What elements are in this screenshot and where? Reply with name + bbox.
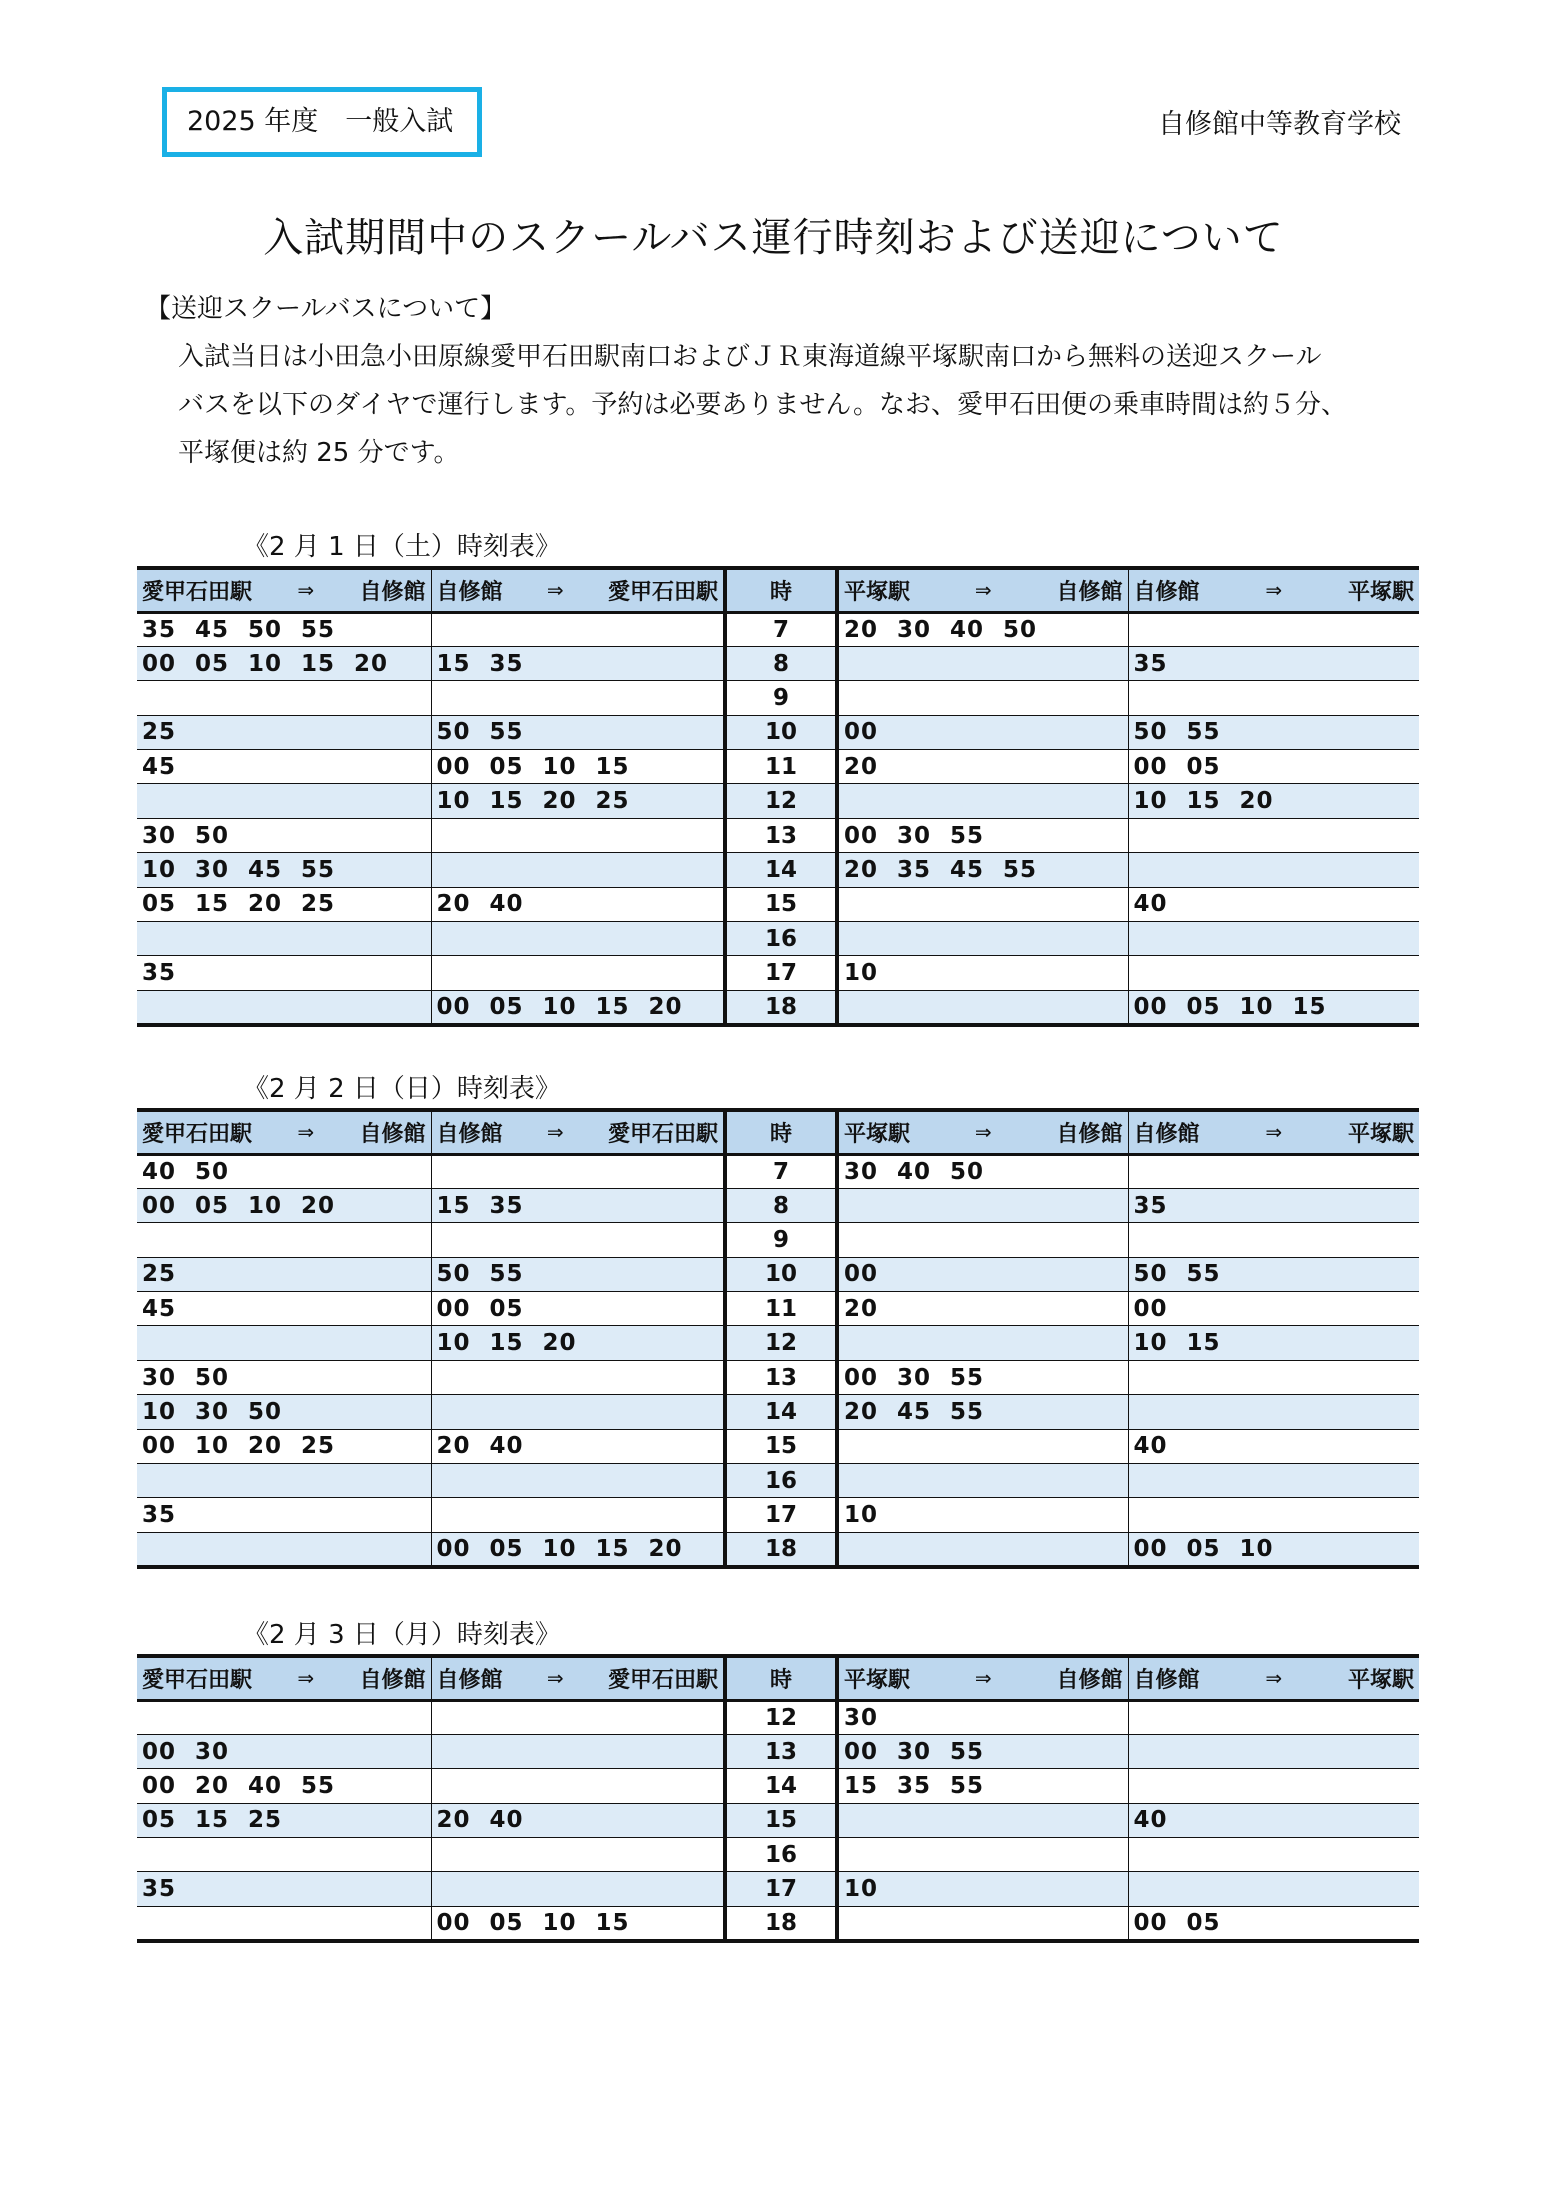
table-row bbox=[137, 750, 1419, 784]
table-row bbox=[137, 1464, 1419, 1498]
arrow-icon: ⇒ bbox=[1265, 1666, 1283, 1691]
minutes-cell: 10 15 20 25 bbox=[431, 784, 725, 818]
minutes-cell bbox=[137, 784, 431, 818]
minutes-cell bbox=[1128, 818, 1419, 852]
column-header-to: 愛甲石田駅 bbox=[607, 1121, 718, 1147]
minutes-cell bbox=[1128, 922, 1419, 956]
column-header-hour: 時 bbox=[725, 1656, 837, 1700]
table-row bbox=[137, 1429, 1419, 1463]
column-header-from: 愛甲石田駅 bbox=[142, 579, 253, 605]
minutes-cell bbox=[837, 1188, 1128, 1222]
column-header-content bbox=[142, 1117, 426, 1148]
column-header-from: 自修館 bbox=[1133, 1121, 1200, 1147]
minutes-cell: 20 35 45 55 bbox=[837, 853, 1128, 887]
column-header-content bbox=[1134, 1663, 1415, 1694]
minutes-cell: 20 45 55 bbox=[837, 1395, 1128, 1429]
column-header-content bbox=[844, 575, 1123, 606]
hour-cell: 14 bbox=[725, 853, 837, 887]
minutes-cell: 15 35 55 bbox=[837, 1769, 1128, 1803]
timetable-header bbox=[137, 568, 1419, 612]
minutes-cell bbox=[837, 1326, 1128, 1360]
minutes-cell: 00 05 10 15 20 bbox=[431, 990, 725, 1024]
minutes-cell bbox=[431, 1360, 725, 1394]
minutes-cell: 30 40 50 bbox=[837, 1154, 1128, 1188]
minutes-cell bbox=[431, 681, 725, 715]
minutes-cell bbox=[137, 922, 431, 956]
minutes-cell bbox=[837, 1464, 1128, 1498]
arrow-icon: ⇒ bbox=[974, 1120, 992, 1145]
minutes-cell: 00 05 bbox=[431, 1292, 725, 1326]
column-header-to: 自修館 bbox=[359, 1667, 426, 1693]
hour-cell: 8 bbox=[725, 646, 837, 680]
column-header-jishukan-to-aikou bbox=[431, 1656, 725, 1700]
hour-cell: 9 bbox=[725, 681, 837, 715]
minutes-cell: 25 bbox=[137, 715, 431, 749]
column-header-to: 自修館 bbox=[1056, 579, 1123, 605]
table-row bbox=[137, 1154, 1419, 1188]
table-row bbox=[137, 1257, 1419, 1291]
table-row bbox=[137, 1700, 1419, 1734]
minutes-cell bbox=[1128, 1734, 1419, 1768]
timetable-caption-feb1: 《2 月 1 日（土）時刻表》 bbox=[243, 532, 561, 562]
hour-cell: 14 bbox=[725, 1395, 837, 1429]
minutes-cell bbox=[431, 1223, 725, 1257]
minutes-cell: 10 15 20 bbox=[431, 1326, 725, 1360]
column-header-content bbox=[1134, 575, 1415, 606]
column-header-content bbox=[844, 1117, 1123, 1148]
minutes-cell bbox=[1128, 1700, 1419, 1734]
column-header-to: 愛甲石田駅 bbox=[607, 579, 718, 605]
column-header-from: 平塚駅 bbox=[844, 1667, 911, 1693]
hour-cell: 7 bbox=[725, 1154, 837, 1188]
minutes-cell bbox=[837, 922, 1128, 956]
minutes-cell: 20 30 40 50 bbox=[837, 612, 1128, 646]
minutes-cell bbox=[431, 1734, 725, 1768]
column-header-from: 平塚駅 bbox=[844, 1121, 911, 1147]
minutes-cell: 35 45 50 55 bbox=[137, 612, 431, 646]
minutes-cell bbox=[431, 1872, 725, 1906]
minutes-cell bbox=[837, 1803, 1128, 1837]
table-row bbox=[137, 1498, 1419, 1532]
minutes-cell: 00 bbox=[1128, 1292, 1419, 1326]
column-header-to: 平塚駅 bbox=[1347, 579, 1414, 605]
column-header-content bbox=[844, 1663, 1123, 1694]
timetable-caption-feb3: 《2 月 3 日（月）時刻表》 bbox=[243, 1620, 561, 1650]
minutes-cell: 10 bbox=[837, 1498, 1128, 1532]
minutes-cell bbox=[837, 887, 1128, 921]
column-header-content bbox=[142, 1663, 426, 1694]
hour-cell: 9 bbox=[725, 1223, 837, 1257]
minutes-cell: 35 bbox=[137, 956, 431, 990]
table-row bbox=[137, 1292, 1419, 1326]
minutes-cell: 00 05 10 bbox=[1128, 1532, 1419, 1566]
minutes-cell: 10 30 45 55 bbox=[137, 853, 431, 887]
column-header-hiratsuka-to-jishukan bbox=[837, 1656, 1128, 1700]
minutes-cell: 00 05 10 15 bbox=[431, 750, 725, 784]
table-row bbox=[137, 990, 1419, 1024]
minutes-cell: 35 bbox=[1128, 1188, 1419, 1222]
column-header-from: 愛甲石田駅 bbox=[142, 1121, 253, 1147]
minutes-cell: 00 05 10 15 20 bbox=[431, 1532, 725, 1566]
minutes-cell: 35 bbox=[137, 1498, 431, 1532]
minutes-cell bbox=[137, 1223, 431, 1257]
minutes-cell bbox=[1128, 1838, 1419, 1872]
timetable-feb3 bbox=[137, 1654, 1419, 1943]
table-row bbox=[137, 1734, 1419, 1768]
minutes-cell: 10 30 50 bbox=[137, 1395, 431, 1429]
timetable-caption-feb2: 《2 月 2 日（日）時刻表》 bbox=[243, 1074, 561, 1104]
minutes-cell: 35 bbox=[1128, 646, 1419, 680]
minutes-cell bbox=[137, 1838, 431, 1872]
table-row bbox=[137, 715, 1419, 749]
minutes-cell: 00 05 10 15 bbox=[431, 1906, 725, 1940]
table-row bbox=[137, 1360, 1419, 1394]
minutes-cell bbox=[1128, 681, 1419, 715]
minutes-cell: 00 10 20 25 bbox=[137, 1429, 431, 1463]
minutes-cell: 30 bbox=[837, 1700, 1128, 1734]
minutes-cell: 00 30 55 bbox=[837, 1734, 1128, 1768]
timetable-feb1 bbox=[137, 566, 1419, 1027]
hour-cell: 11 bbox=[725, 750, 837, 784]
column-header-to: 自修館 bbox=[1056, 1667, 1123, 1693]
minutes-cell: 50 55 bbox=[1128, 715, 1419, 749]
paragraph-line: 平塚便は約 25 分です。 bbox=[178, 438, 460, 468]
table-row bbox=[137, 853, 1419, 887]
minutes-cell: 35 bbox=[137, 1872, 431, 1906]
column-header-jishukan-to-aikou bbox=[431, 1110, 725, 1154]
arrow-icon: ⇒ bbox=[546, 578, 564, 603]
minutes-cell bbox=[431, 853, 725, 887]
hour-cell: 15 bbox=[725, 887, 837, 921]
arrow-icon: ⇒ bbox=[546, 1120, 564, 1145]
minutes-cell bbox=[837, 784, 1128, 818]
minutes-cell: 00 05 10 20 bbox=[137, 1188, 431, 1222]
table-row bbox=[137, 646, 1419, 680]
minutes-cell: 20 40 bbox=[431, 887, 725, 921]
column-header-from: 愛甲石田駅 bbox=[142, 1667, 253, 1693]
minutes-cell: 00 bbox=[837, 715, 1128, 749]
hour-cell: 17 bbox=[725, 956, 837, 990]
minutes-cell: 00 05 10 15 20 bbox=[137, 646, 431, 680]
hour-cell: 10 bbox=[725, 715, 837, 749]
table-row bbox=[137, 1769, 1419, 1803]
minutes-cell bbox=[1128, 1464, 1419, 1498]
hour-cell: 15 bbox=[725, 1429, 837, 1463]
hour-cell: 16 bbox=[725, 922, 837, 956]
column-header-hour: 時 bbox=[725, 568, 837, 612]
minutes-cell: 00 20 40 55 bbox=[137, 1769, 431, 1803]
minutes-cell bbox=[837, 1532, 1128, 1566]
table-row bbox=[137, 1838, 1419, 1872]
column-header-from: 自修館 bbox=[1133, 1667, 1200, 1693]
minutes-cell bbox=[431, 1769, 725, 1803]
timetable-header bbox=[137, 1656, 1419, 1700]
table-row bbox=[137, 1532, 1419, 1566]
minutes-cell bbox=[1128, 1395, 1419, 1429]
column-header-from: 平塚駅 bbox=[844, 579, 911, 605]
table-row bbox=[137, 1188, 1419, 1222]
minutes-cell bbox=[431, 1498, 725, 1532]
hour-cell: 10 bbox=[725, 1257, 837, 1291]
minutes-cell: 05 15 25 bbox=[137, 1803, 431, 1837]
arrow-icon: ⇒ bbox=[297, 1666, 315, 1691]
column-header-from: 自修館 bbox=[1133, 579, 1200, 605]
column-header-aikou-to-jishukan bbox=[137, 1656, 431, 1700]
minutes-cell: 45 bbox=[137, 1292, 431, 1326]
minutes-cell: 15 35 bbox=[431, 1188, 725, 1222]
minutes-cell bbox=[137, 1906, 431, 1940]
minutes-cell: 40 bbox=[1128, 887, 1419, 921]
timetable-feb2 bbox=[137, 1108, 1419, 1569]
minutes-cell: 20 40 bbox=[431, 1803, 725, 1837]
minutes-cell bbox=[1128, 956, 1419, 990]
minutes-cell bbox=[137, 1700, 431, 1734]
minutes-cell bbox=[837, 1838, 1128, 1872]
hour-cell: 12 bbox=[725, 1700, 837, 1734]
minutes-cell bbox=[431, 612, 725, 646]
minutes-cell bbox=[137, 1326, 431, 1360]
hour-cell: 16 bbox=[725, 1464, 837, 1498]
table-row bbox=[137, 1872, 1419, 1906]
table-row bbox=[137, 1223, 1419, 1257]
minutes-cell: 00 30 55 bbox=[837, 818, 1128, 852]
minutes-cell: 50 55 bbox=[431, 715, 725, 749]
minutes-cell: 20 bbox=[837, 750, 1128, 784]
minutes-cell bbox=[1128, 853, 1419, 887]
minutes-cell bbox=[837, 681, 1128, 715]
minutes-cell: 40 50 bbox=[137, 1154, 431, 1188]
minutes-cell bbox=[1128, 1154, 1419, 1188]
table-row bbox=[137, 1326, 1419, 1360]
hour-cell: 7 bbox=[725, 612, 837, 646]
hour-cell: 18 bbox=[725, 1532, 837, 1566]
column-header-aikou-to-jishukan bbox=[137, 568, 431, 612]
column-header-content bbox=[1134, 1117, 1415, 1148]
column-header-to: 平塚駅 bbox=[1347, 1121, 1414, 1147]
column-header-from: 自修館 bbox=[436, 1667, 503, 1693]
column-header-content bbox=[437, 1117, 719, 1148]
minutes-cell: 20 40 bbox=[431, 1429, 725, 1463]
minutes-cell: 15 35 bbox=[431, 646, 725, 680]
column-header-from: 自修館 bbox=[436, 579, 503, 605]
minutes-cell bbox=[837, 1223, 1128, 1257]
hour-cell: 18 bbox=[725, 1906, 837, 1940]
hour-cell: 17 bbox=[725, 1498, 837, 1532]
table-row bbox=[137, 612, 1419, 646]
minutes-cell bbox=[1128, 1360, 1419, 1394]
page-title: 入試期間中のスクールバス運行時刻および送迎について bbox=[263, 215, 1284, 261]
minutes-cell: 20 bbox=[837, 1292, 1128, 1326]
minutes-cell: 10 15 20 bbox=[1128, 784, 1419, 818]
column-header-to: 自修館 bbox=[359, 1121, 426, 1147]
arrow-icon: ⇒ bbox=[974, 1666, 992, 1691]
minutes-cell bbox=[137, 681, 431, 715]
minutes-cell: 50 55 bbox=[431, 1257, 725, 1291]
minutes-cell: 00 05 10 15 bbox=[1128, 990, 1419, 1024]
hour-cell: 12 bbox=[725, 784, 837, 818]
column-header-to: 自修館 bbox=[1056, 1121, 1123, 1147]
minutes-cell bbox=[431, 956, 725, 990]
column-header-from: 自修館 bbox=[436, 1121, 503, 1147]
minutes-cell: 00 05 bbox=[1128, 1906, 1419, 1940]
minutes-cell bbox=[837, 646, 1128, 680]
minutes-cell bbox=[431, 1700, 725, 1734]
arrow-icon: ⇒ bbox=[546, 1666, 564, 1691]
section-heading: 【送迎スクールバスについて】 bbox=[145, 294, 507, 324]
column-header-to: 愛甲石田駅 bbox=[607, 1667, 718, 1693]
arrow-icon: ⇒ bbox=[974, 578, 992, 603]
hour-cell: 13 bbox=[725, 1360, 837, 1394]
table-row bbox=[137, 1803, 1419, 1837]
minutes-cell bbox=[137, 1464, 431, 1498]
minutes-cell bbox=[137, 1532, 431, 1566]
minutes-cell: 00 05 bbox=[1128, 750, 1419, 784]
hour-cell: 15 bbox=[725, 1803, 837, 1837]
minutes-cell bbox=[837, 1429, 1128, 1463]
minutes-cell: 30 50 bbox=[137, 818, 431, 852]
paragraph-line: 入試当日は小田急小田原線愛甲石田駅南口およびＪＲ東海道線平塚駅南口から無料の送迎スクール bbox=[178, 342, 1322, 372]
minutes-cell: 10 bbox=[837, 1872, 1128, 1906]
hour-cell: 13 bbox=[725, 818, 837, 852]
minutes-cell: 40 bbox=[1128, 1429, 1419, 1463]
minutes-cell: 05 15 20 25 bbox=[137, 887, 431, 921]
column-header-jishukan-to-aikou bbox=[431, 568, 725, 612]
hour-cell: 14 bbox=[725, 1769, 837, 1803]
minutes-cell bbox=[1128, 612, 1419, 646]
hour-cell: 11 bbox=[725, 1292, 837, 1326]
timetable-header bbox=[137, 1110, 1419, 1154]
column-header-jishukan-to-hiratsuka bbox=[1128, 568, 1419, 612]
arrow-icon: ⇒ bbox=[1265, 1120, 1283, 1145]
minutes-cell bbox=[431, 1838, 725, 1872]
hour-cell: 18 bbox=[725, 990, 837, 1024]
minutes-cell bbox=[1128, 1769, 1419, 1803]
hour-cell: 12 bbox=[725, 1326, 837, 1360]
column-header-jishukan-to-hiratsuka bbox=[1128, 1110, 1419, 1154]
column-header-hiratsuka-to-jishukan bbox=[837, 568, 1128, 612]
hour-cell: 16 bbox=[725, 1838, 837, 1872]
hour-cell: 17 bbox=[725, 1872, 837, 1906]
minutes-cell bbox=[431, 922, 725, 956]
minutes-cell: 10 15 bbox=[1128, 1326, 1419, 1360]
minutes-cell bbox=[1128, 1223, 1419, 1257]
minutes-cell bbox=[1128, 1872, 1419, 1906]
table-row bbox=[137, 681, 1419, 715]
minutes-cell bbox=[137, 990, 431, 1024]
exam-badge: 2025 年度 一般入試 bbox=[162, 87, 482, 157]
column-header-jishukan-to-hiratsuka bbox=[1128, 1656, 1419, 1700]
hour-cell: 13 bbox=[725, 1734, 837, 1768]
minutes-cell: 40 bbox=[1128, 1803, 1419, 1837]
minutes-cell bbox=[431, 818, 725, 852]
minutes-cell: 30 50 bbox=[137, 1360, 431, 1394]
paragraph-line: バスを以下のダイヤで運行します。予約は必要ありません。なお、愛甲石田便の乗車時間は約５分、 bbox=[178, 390, 1347, 420]
table-row bbox=[137, 1906, 1419, 1940]
table-row bbox=[137, 922, 1419, 956]
minutes-cell: 10 bbox=[837, 956, 1128, 990]
column-header-content bbox=[437, 575, 719, 606]
column-header-to: 自修館 bbox=[359, 579, 426, 605]
arrow-icon: ⇒ bbox=[297, 578, 315, 603]
minutes-cell: 00 30 bbox=[137, 1734, 431, 1768]
table-row bbox=[137, 956, 1419, 990]
arrow-icon: ⇒ bbox=[297, 1120, 315, 1145]
minutes-cell: 25 bbox=[137, 1257, 431, 1291]
column-header-hour: 時 bbox=[725, 1110, 837, 1154]
minutes-cell bbox=[431, 1154, 725, 1188]
column-header-hiratsuka-to-jishukan bbox=[837, 1110, 1128, 1154]
minutes-cell bbox=[431, 1395, 725, 1429]
column-header-aikou-to-jishukan bbox=[137, 1110, 431, 1154]
minutes-cell: 45 bbox=[137, 750, 431, 784]
table-row bbox=[137, 784, 1419, 818]
arrow-icon: ⇒ bbox=[1265, 578, 1283, 603]
column-header-content bbox=[142, 575, 426, 606]
minutes-cell: 50 55 bbox=[1128, 1257, 1419, 1291]
hour-cell: 8 bbox=[725, 1188, 837, 1222]
table-row bbox=[137, 818, 1419, 852]
minutes-cell bbox=[1128, 1498, 1419, 1532]
minutes-cell bbox=[431, 1464, 725, 1498]
table-row bbox=[137, 1395, 1419, 1429]
minutes-cell bbox=[837, 1906, 1128, 1940]
table-row bbox=[137, 887, 1419, 921]
minutes-cell bbox=[837, 990, 1128, 1024]
school-name: 自修館中等教育学校 bbox=[1158, 109, 1401, 140]
column-header-content bbox=[437, 1663, 719, 1694]
minutes-cell: 00 bbox=[837, 1257, 1128, 1291]
minutes-cell: 00 30 55 bbox=[837, 1360, 1128, 1394]
column-header-to: 平塚駅 bbox=[1347, 1667, 1414, 1693]
